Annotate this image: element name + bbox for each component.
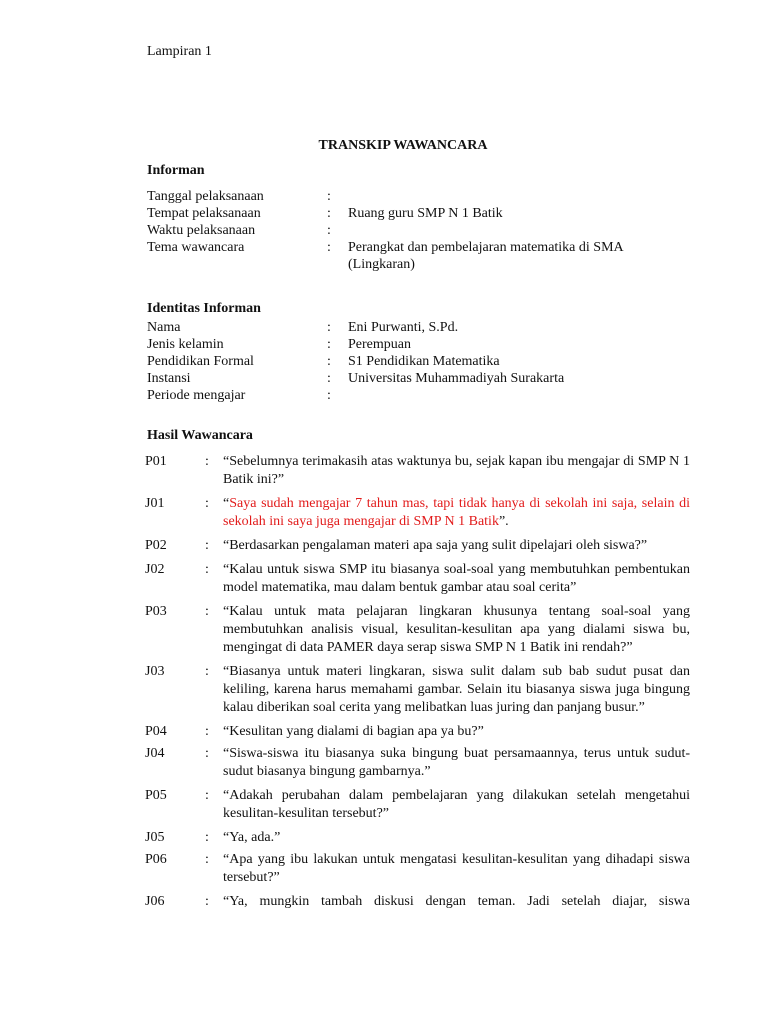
- info-value: Perempuan: [348, 337, 411, 352]
- qa-row-p04: [145, 723, 690, 741]
- qa-text: “Biasanya untuk materi lingkaran, siswa sulit dalam sub bab sudut pusat dan keliling, karena harus memahami gambar. Selain itu biasanya siswa juga bingung kalau diberikan soal cerita yang melibatkan luas juring dan panjang busur.”: [223, 664, 690, 715]
- info-value: Ruang guru SMP N 1 Batik: [348, 206, 503, 221]
- info-colon: :: [327, 371, 331, 386]
- qa-row-j02: [145, 561, 690, 597]
- qa-colon: :: [205, 496, 209, 511]
- qa-colon: :: [205, 724, 209, 739]
- qa-colon: :: [205, 830, 209, 845]
- info-label: Waktu pelaksanaan: [147, 223, 256, 238]
- info-value: S1 Pendidikan Matematika: [348, 354, 500, 369]
- info-row-pendidikan: [147, 353, 678, 370]
- info-label: Tempat pelaksanaan: [147, 206, 261, 221]
- qa-colon: :: [205, 788, 209, 803]
- qa-code: J04: [145, 746, 165, 761]
- info-row-instansi: [147, 370, 678, 387]
- info-label: Nama: [147, 320, 181, 335]
- qa-row-p03: [145, 603, 690, 657]
- document-title: TRANSKIP WAWANCARA: [318, 138, 488, 153]
- interview-transcript: [145, 453, 690, 911]
- qa-text: “Siswa-siswa itu biasanya suka bingung buat persamaannya, terus untuk sudut-sudut biasanya bingung gambarnya.”: [223, 746, 690, 779]
- qa-row-p02: [145, 537, 690, 555]
- qa-row-j06: [145, 893, 690, 911]
- identitas-heading: Identitas Informan: [147, 301, 261, 316]
- info-value: [348, 188, 678, 205]
- info-colon: :: [327, 189, 331, 204]
- qa-text: “Ya, ada.”: [223, 830, 281, 845]
- qa-row-p05: [145, 787, 690, 823]
- info-label: Jenis kelamin: [147, 337, 224, 352]
- info-colon: :: [327, 223, 331, 238]
- qa-code: J01: [145, 496, 165, 511]
- info-row-jenis-kelamin: [147, 336, 678, 353]
- info-value: Perangkat dan pembelajaran matematika di SMA (Lingkaran): [348, 240, 623, 272]
- identitas-section: [147, 319, 678, 404]
- info-value: [348, 222, 678, 239]
- qa-colon: :: [205, 604, 209, 619]
- qa-text: “Kesulitan yang dialami di bagian apa ya bu?”: [223, 724, 484, 739]
- info-value: Eni Purwanti, S.Pd.: [348, 320, 459, 335]
- qa-text: “Kalau untuk siswa SMP itu biasanya soal-soal yang membutuhkan pembentukan model matematika, mau dalam bentuk gambar atau soal cerita”: [223, 562, 690, 595]
- hasil-heading: Hasil Wawancara: [147, 428, 253, 443]
- info-row-tempat: [147, 205, 678, 222]
- info-row-nama: [147, 319, 678, 336]
- qa-row-p06: [145, 851, 690, 887]
- attachment-label: Lampiran 1: [147, 44, 212, 59]
- info-colon: :: [327, 320, 331, 335]
- qa-code: P05: [145, 788, 167, 803]
- info-row-waktu: [147, 222, 678, 239]
- info-colon: :: [327, 206, 331, 221]
- qa-colon: :: [205, 664, 209, 679]
- info-row-periode: [147, 387, 678, 404]
- qa-code: J05: [145, 830, 165, 845]
- qa-code: J03: [145, 664, 165, 679]
- info-row-tanggal: [147, 188, 678, 205]
- qa-text: “Apa yang ibu lakukan untuk mengatasi kesulitan-kesulitan yang dihadapi siswa tersebut?”: [223, 852, 690, 885]
- info-label: Tanggal pelaksanaan: [147, 189, 264, 204]
- qa-colon: :: [205, 454, 209, 469]
- qa-text: “Adakah perubahan dalam pembelajaran yang dilakukan setelah mengetahui kesulitan-kesulitan tersebut?”: [223, 788, 690, 821]
- qa-row-p01: [145, 453, 690, 489]
- qa-code: J02: [145, 562, 165, 577]
- qa-code: P04: [145, 724, 167, 739]
- qa-text: [223, 495, 690, 531]
- info-label: Instansi: [147, 371, 191, 386]
- qa-text: “Sebelumnya terimakasih atas waktunya bu, sejak kapan ibu mengajar di SMP N 1 Batik ini?”: [223, 454, 690, 487]
- info-value: Universitas Muhammadiyah Surakarta: [348, 371, 565, 386]
- info-colon: :: [327, 337, 331, 352]
- qa-text: “Kalau untuk mata pelajaran lingkaran khusunya tentang soal-soal yang membutuhkan analisis visual, kesulitan-kesulitan apa yang dialami siswa bu, mengingat di data PAMER daya serap siswa SMP N 1 Batik ini rendah?”: [223, 604, 690, 655]
- qa-code: P03: [145, 604, 167, 619]
- qa-row-j05: [145, 829, 690, 847]
- informan-heading: Informan: [147, 163, 205, 178]
- quote-close: ”.: [498, 514, 509, 529]
- qa-colon: :: [205, 746, 209, 761]
- qa-text: “Berdasarkan pengalaman materi apa saja yang sulit dipelajari oleh siswa?”: [223, 538, 648, 553]
- qa-code: J06: [145, 894, 165, 909]
- info-label: Pendidikan Formal: [147, 354, 254, 369]
- qa-text: “Ya, mungkin tambah diskusi dengan teman. Jadi setelah diajar, siswa: [223, 894, 690, 909]
- info-row-tema: [147, 239, 678, 273]
- qa-row-j03: [145, 663, 690, 717]
- qa-colon: :: [205, 894, 209, 909]
- info-label: Tema wawancara: [147, 240, 245, 255]
- info-value: [348, 387, 678, 404]
- qa-code: P02: [145, 538, 167, 553]
- info-label: Periode mengajar: [147, 388, 246, 403]
- qa-colon: :: [205, 538, 209, 553]
- qa-code: P01: [145, 454, 167, 469]
- qa-colon: :: [205, 852, 209, 867]
- info-colon: :: [327, 388, 331, 403]
- informan-section: [147, 188, 678, 273]
- quote-open: “: [223, 496, 230, 511]
- qa-row-j04: [145, 745, 690, 781]
- qa-colon: :: [205, 562, 209, 577]
- qa-row-j01: [145, 495, 690, 531]
- qa-code: P06: [145, 852, 167, 867]
- info-colon: :: [327, 354, 331, 369]
- info-colon: :: [327, 240, 331, 255]
- highlighted-answer: Saya sudah mengajar 7 tahun mas, tapi tidak hanya di sekolah ini saja, selain di sekolah ini saya juga mengajar di SMP N 1 Batik: [223, 496, 690, 529]
